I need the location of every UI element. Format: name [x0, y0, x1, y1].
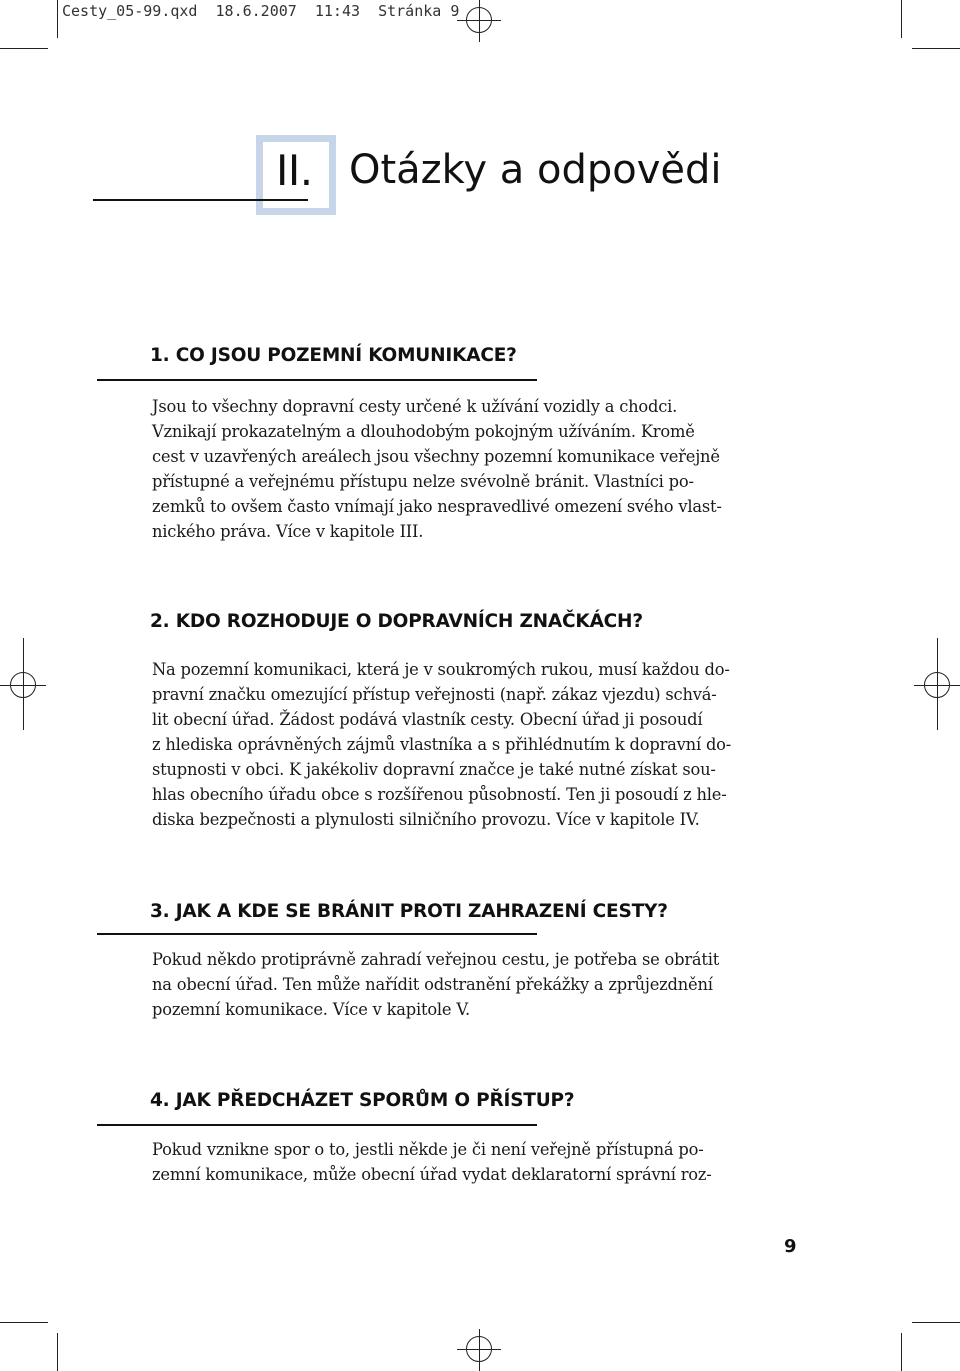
chapter-rule: [93, 199, 308, 201]
section-text-3: [152, 947, 772, 1022]
text-line: Pokud vznikne spor o to, jestli někde je či není veřejně přístupná po-: [152, 1140, 704, 1159]
section-heading-3: 3. JAK A KDE SE BRÁNIT PROTI ZAHRAZENÍ CESTY?: [150, 901, 668, 922]
text-line: zemní komunikace, může obecní úřad vydat deklaratorní správní roz-: [152, 1165, 712, 1184]
text-line: pozemní komunikace. Více v kapitole V.: [152, 1000, 471, 1019]
crop-mark-top-left-h: [0, 48, 48, 49]
text-line: pravní značku omezující přístup veřejnosti (např. zákaz vjezdu) schvá-: [152, 685, 717, 704]
text-line: nického práva. Více v kapitole III.: [152, 522, 424, 541]
section-rule-1: [97, 379, 537, 381]
section-text-2: [152, 657, 772, 832]
crop-mark-bottom-right: [901, 1333, 902, 1371]
text-line: přístupné a veřejnému přístupu nelze svévolně bránit. Vlastníci po-: [152, 472, 694, 491]
section-text-1: [152, 394, 772, 544]
page-number: 9: [784, 1236, 797, 1257]
text-line: na obecní úřad. Ten může nařídit odstranění překážky a zprůjezdnění: [152, 975, 713, 994]
text-line: zemků to ovšem často vnímají jako nespravedlivé omezení svého vlast-: [152, 497, 722, 516]
crop-mark-bottom-left: [57, 1333, 58, 1371]
text-line: hlas obecního úřadu obce s rozšířenou působností. Ten ji posoudí z hle-: [152, 785, 727, 804]
crop-mark-top-right: [901, 0, 902, 38]
section-text-4: [152, 1137, 772, 1187]
crop-mark-top-left: [57, 0, 58, 38]
text-line: Na pozemní komunikaci, která je v soukromých rukou, musí každou do-: [152, 660, 730, 679]
section-heading-4: 4. JAK PŘEDCHÁZET SPORŮM O PŘÍSTUP?: [150, 1090, 575, 1111]
print-slug: Cesty_05-99.qxd 18.6.2007 11:43 Stránka 9: [62, 2, 460, 20]
text-line: z hlediska oprávněných zájmů vlastníka a s přihlédnutím k dopravní do-: [152, 735, 732, 754]
section-heading-1: 1. CO JSOU POZEMNÍ KOMUNIKACE?: [150, 345, 517, 366]
section-rule-3: [97, 933, 537, 935]
text-line: diska bezpečnosti a plynulosti silničního provozu. Více v kapitole IV.: [152, 810, 700, 829]
crop-mark-bottom-right-h: [912, 1322, 960, 1323]
text-line: Pokud někdo protiprávně zahradí veřejnou cestu, je potřeba se obrátit: [152, 950, 720, 969]
text-line: Jsou to všechny dopravní cesty určené k užívání vozidly a chodci.: [152, 397, 678, 416]
chapter-number: II.: [276, 146, 313, 195]
section-rule-4: [97, 1124, 537, 1126]
text-line: cest v uzavřených areálech jsou všechny pozemní komunikace veřejně: [152, 447, 720, 466]
text-line: stupnosti v obci. K jakékoliv dopravní značce je také nutné získat sou-: [152, 760, 716, 779]
section-heading-2: 2. KDO ROZHODUJE O DOPRAVNÍCH ZNAČKÁCH?: [150, 611, 643, 632]
crop-mark-bottom-left-h: [0, 1322, 48, 1323]
text-line: Vznikají prokazatelným a dlouhodobým pokojným užíváním. Kromě: [152, 422, 695, 441]
text-line: lit obecní úřad. Žádost podává vlastník cesty. Obecní úřad ji posoudí: [152, 710, 703, 729]
crop-mark-top-right-h: [912, 48, 960, 49]
chapter-title: Otázky a odpovědi: [349, 147, 722, 193]
